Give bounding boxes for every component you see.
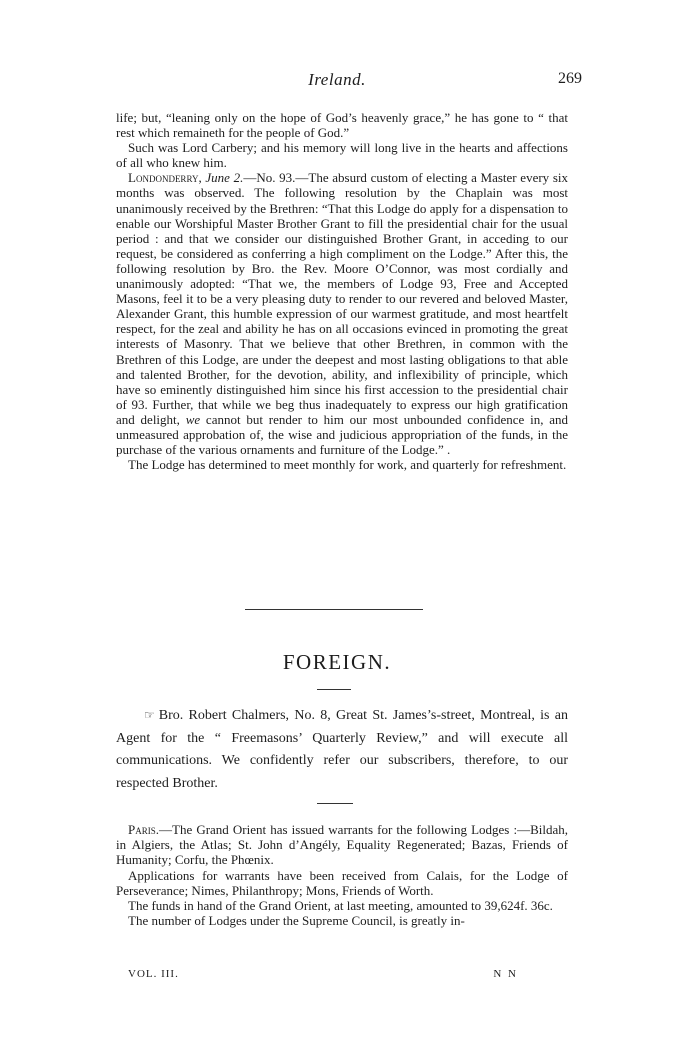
place-name-londonderry: Londonderry, — [128, 170, 202, 186]
paragraph-lodge-meetings: The Lodge has determined to meet monthly for work, and quarterly for refreshment. — [128, 457, 567, 473]
paris-section — [116, 822, 568, 928]
londonderry-text: —No. 93.—The absurd custom of electing a Master every six months was observed. The following resolution by the Chaplain was most unanimously received by the Brethren: “That this Lodge do apply for a dispensation to enable our Worshipful Master Brother Grant to fill the presidential chair for the usual period : and that we consider our distinguished Brother Grant, in acceding to our request, be considered as conferring a high compliment on the Lodge.” After this, the following resolution by Bro. the Rev. Moore O’Connor, was most cordially and unanimously adopted: “That we, the members of Lodge 93, Free and Accepted Masons, feel it to be a very pleasing duty to render to our revered and beloved Master, Alexander Grant, this humble expression of our warmest gratitude, and most heartfelt respect, for the zeal and ability he has on all occasions evinced in promoting the great interests of Masonry. That we believe that other Brethren, in common with the Brethren of this Lodge, are under the deepest and most lasting obligations to that able and talented Brother, for the devotion, ability, and inflexibility of principle, which have so eminently distinguished him since his first accession to the presidential chair of 93. Further, that while we beg thus inadequately to express our high gratification and delight, — [116, 170, 569, 427]
londonderry-text-tail: cannot but render to him our most unbounded confidence in, and unmeasured approbation of, the wise and judicious appropriation of the funds, in the purchase of the various ornaments and furniture of the Lodge.” . — [116, 411, 568, 458]
short-divider — [317, 803, 353, 804]
running-head — [0, 70, 674, 92]
pointing-hand-icon: ☞ — [144, 708, 155, 722]
catchword: N N — [493, 968, 518, 980]
emphasis-we: we — [185, 411, 201, 427]
section-divider — [245, 609, 423, 610]
page-footer — [128, 968, 518, 984]
signature-mark: VOL. III. — [128, 968, 179, 980]
paragraph-paris-applications: Applications for warrants have been received from Calais, for the Lodge of Perseverance; Nimes, Philanthropy; Mons, Friends of Worth. — [116, 867, 568, 898]
paris-warrants-text: —The Grand Orient has issued warrants for the following Lodges :—Bildah, in Algiers, the Atlas; St. John d’Angély, Equality Regenerated; Bazas, Friends of Humanity; Corfu, the Phœnix. — [116, 822, 568, 868]
paragraph-carbery-summary: Such was Lord Carbery; and his memory will long live in the hearts and affections of all who knew him. — [116, 140, 568, 171]
ireland-section — [116, 110, 568, 472]
agent-notice — [116, 704, 568, 795]
section-heading-foreign: FOREIGN. — [282, 650, 392, 674]
page-number: 269 — [558, 70, 582, 87]
paragraph-carbery-end: life; but, “leaning only on the hope of God’s heavenly grace,” he has gone to “ that rest which remaineth for the people of God.” — [116, 110, 568, 141]
date-label: June 2. — [205, 170, 244, 186]
paragraph-paris-warrants — [116, 822, 568, 868]
agent-notice-paragraph — [116, 704, 568, 795]
agent-notice-text: Bro. Robert Chalmers, No. 8, Great St. James’s-street, Montreal, is an Agent for the “ Freemasons’ Quarterly Review,” and will execute all communications. We confidently refer our subscribers, therefore, to our respected Brother. — [116, 708, 568, 791]
paragraph-londonderry — [116, 170, 568, 457]
running-title: Ireland. — [308, 70, 366, 89]
paragraph-paris-funds: The funds in hand of the Grand Orient, at last meeting, amounted to 39,624f. 36c. — [128, 898, 553, 914]
short-divider — [317, 689, 351, 690]
place-name-paris: Paris. — [128, 822, 159, 837]
paragraph-paris-lodges: The number of Lodges under the Supreme Council, is greatly in- — [128, 913, 465, 929]
